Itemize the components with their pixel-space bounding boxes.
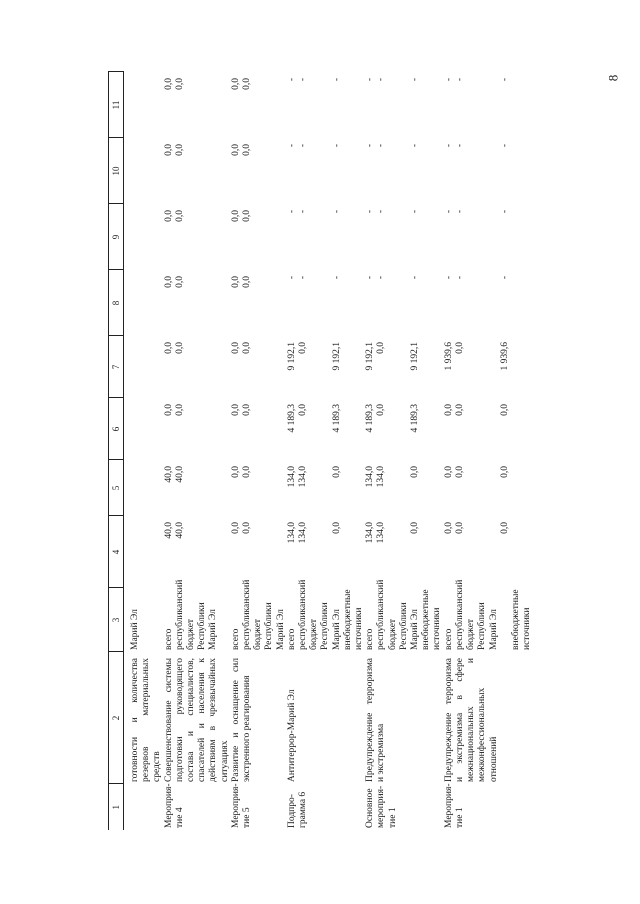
amount-value: - [410,210,421,214]
amount-value [320,404,331,458]
amount-value: - [286,144,297,148]
column-number: 2 [109,652,124,784]
amount-value [399,522,410,586]
amount-cell [287,460,365,516]
amount-cell [164,270,231,336]
amount-value: - [365,144,376,148]
activity-name-cell: Совершенствование системы подготовки руководящего состава и специалистов, спасателей и населения к действиям в чрезвычайных ситуациях [163,658,230,782]
amount-cell [231,72,287,138]
amount-value: - [376,144,387,148]
amount-value: - [376,78,387,82]
activity-name-cell: Предупреждение терроризма и экстремизма [365,658,387,782]
amount-cell [365,138,443,204]
amount-value: - [410,276,421,280]
amount-value: - [443,144,454,148]
amount-value: - [454,276,465,280]
amount-value: - [499,210,510,214]
amount-value [309,404,320,458]
activity-name-cell: Развитие и оснащение сил экстренного реагирования [230,658,253,782]
amount-value: 9 192,1 [331,342,342,371]
amount-cell [164,138,231,204]
amount-value: 0,0 [376,342,387,354]
amount-value: 0,0 [174,404,185,416]
amount-value: 0,0 [163,404,174,416]
amount-value: 0,0 [499,466,510,478]
funding-source-line [500,590,511,650]
amount-cell [231,398,287,460]
amount-value [466,466,477,514]
funding-source-line: республиканский бюджет Республики Марий Эл [298,579,342,650]
amount-value: - [443,276,454,280]
amount-value: 0,0 [454,404,465,416]
funding-source-line: всего [443,628,454,650]
activity-code-cell: Мероприя-тие 4 [163,783,185,828]
amount-value: 0,0 [242,342,253,354]
amount-value: 0,0 [298,404,309,416]
amount-value: 40,0 [174,466,185,483]
funding-source-line: всего [163,628,174,650]
amount-value [399,78,410,136]
amount-value [399,144,410,202]
amount-value: 134,0 [298,466,309,488]
amount-value: 134,0 [286,466,297,488]
amount-value [309,522,320,586]
amount-value [320,78,331,136]
amount-value [388,144,399,202]
amount-value: 0,0 [163,78,174,90]
amount-cell [124,204,164,270]
amount-value: 0,0 [242,404,253,416]
amount-value [466,522,477,586]
amount-cell [444,398,534,460]
amount-value: 4 189,3 [286,404,297,433]
amount-value: 0,0 [410,466,421,478]
activity-code-cell: Мероприя-тие 5 [230,783,253,828]
amount-value: 40,0 [163,522,174,539]
amount-cell [365,336,443,398]
funding-source-line: всего [230,628,241,650]
amount-value: - [298,276,309,280]
amount-value: 4 189,3 [365,404,376,433]
amount-value: - [365,210,376,214]
table-row [164,72,231,830]
amount-value: - [410,78,421,82]
amount-value [320,210,331,268]
funding-source-cell [124,588,164,652]
amount-value [399,342,410,396]
amount-value: 0,0 [230,342,241,354]
amount-value: 0,0 [443,466,454,478]
amount-value: - [298,210,309,214]
amount-cell [444,460,534,516]
funding-source-line: внебюджетные источники [342,589,365,650]
amount-cell [287,398,365,460]
column-number: 3 [109,588,124,652]
amount-value: - [286,78,297,82]
amount-cell [444,72,534,138]
column-number: 7 [109,336,124,398]
amount-value [388,342,399,396]
funding-source-line: всего [365,628,376,650]
funding-source-cell [163,579,231,652]
amount-value: 0,0 [443,404,454,416]
amount-value [466,404,477,458]
amount-value: - [376,210,387,214]
column-number: 10 [109,138,124,204]
amount-value [320,466,331,514]
amount-cell [365,460,443,516]
amount-cell [164,204,231,270]
amount-value: 134,0 [376,522,387,544]
amount-value: 0,0 [331,466,342,478]
amount-value: 0,0 [174,210,185,222]
amount-value: 0,0 [230,522,241,534]
rotated-page-content [108,72,562,830]
amount-value: 0,0 [242,466,253,478]
amount-value [477,144,488,202]
amount-value [477,522,488,586]
amount-value: 0,0 [174,78,185,90]
amount-cell [287,336,365,398]
table-row [287,72,365,830]
amount-value: - [499,276,510,280]
amount-cell [124,460,164,516]
amount-value: - [410,144,421,148]
table-row [231,72,287,830]
amount-value: 0,0 [230,210,241,222]
amount-value: - [331,210,342,214]
amount-cell [164,336,231,398]
amount-value [388,276,399,334]
amount-value: - [454,210,465,214]
amount-value [466,276,477,334]
column-number: 11 [109,72,124,138]
amount-value: 0,0 [242,522,253,534]
amount-value [320,342,331,396]
amount-value [466,210,477,268]
table-row [444,72,534,830]
amount-value: 0,0 [163,342,174,354]
activity-code-cell: Мероприя-тие 1 [443,783,465,828]
amount-value [489,210,500,268]
column-number: 4 [109,516,124,588]
amount-value [399,210,410,268]
amount-value: - [331,276,342,280]
amount-value [309,210,320,268]
amount-value: 0,0 [499,404,510,416]
amount-cell [164,516,231,588]
amount-value [388,210,399,268]
amount-cell [124,138,164,204]
amount-value: 134,0 [286,522,297,544]
amount-value [388,466,399,514]
amount-value [477,404,488,458]
amount-cell [444,138,534,204]
amount-value [399,276,410,334]
amount-value: 0,0 [298,342,309,354]
amount-value: 0,0 [454,522,465,534]
amount-value: - [443,210,454,214]
amount-value: 1 939,6 [443,342,454,371]
amount-cell [164,460,231,516]
funding-table [108,72,533,831]
amount-value [309,342,320,396]
amount-value: - [331,144,342,148]
amount-value: - [443,78,454,82]
amount-cell [231,516,287,588]
amount-value [477,78,488,136]
activity-name-cell: Предупреждение терроризма и экстремизма в сфере межнациональных и межконфессиональных отношений [443,658,499,782]
funding-source-line: Марий Эл [130,609,140,650]
amount-value: 0,0 [499,522,510,534]
funding-source-cell [286,579,365,652]
amount-value: 0,0 [230,404,241,416]
funding-source-cell [230,579,287,652]
amount-value: 0,0 [163,210,174,222]
funding-source-line: всего [286,628,297,650]
amount-value: - [454,144,465,148]
amount-value: - [499,144,510,148]
amount-value [477,466,488,514]
amount-value: 0,0 [163,276,174,288]
amount-value: 40,0 [163,466,174,483]
amount-value: 0,0 [454,342,465,354]
amount-value: 9 192,1 [286,342,297,371]
amount-cell [164,72,231,138]
column-number: 8 [109,270,124,336]
amount-value: 134,0 [298,522,309,544]
amount-value: 0,0 [454,466,465,478]
amount-value: - [376,276,387,280]
amount-value: 0,0 [230,466,241,478]
amount-value [388,522,399,586]
amount-value [466,144,477,202]
amount-value: 0,0 [331,522,342,534]
amount-cell [124,336,164,398]
amount-value [309,276,320,334]
amount-cell [444,204,534,270]
column-number-row [109,72,124,830]
amount-cell [231,204,287,270]
amount-value: - [365,78,376,82]
column-number: 1 [109,784,124,830]
amount-value: 0,0 [376,404,387,416]
activity-code-cell: Основное мероприя-тие 1 [365,785,398,828]
amount-value: 0,0 [163,144,174,156]
amount-value: 0,0 [410,522,421,534]
amount-value [399,404,410,458]
amount-value: 0,0 [242,210,253,222]
activity-code-cell [124,784,164,830]
table-row [124,72,164,830]
amount-value [489,78,500,136]
amount-cell [287,72,365,138]
amount-value: 0,0 [174,276,185,288]
activity-code-cell: Подпро-грамма 6 [286,791,309,828]
amount-value: 1 939,6 [499,342,510,371]
amount-cell [164,398,231,460]
amount-value [466,342,477,396]
table-row [365,72,443,830]
amount-value [489,342,500,396]
amount-cell [365,204,443,270]
amount-value: 0,0 [174,144,185,156]
amount-value: 0,0 [174,342,185,354]
amount-value: - [331,78,342,82]
amount-value: - [365,276,376,280]
amount-value: - [298,144,309,148]
amount-value: - [454,78,465,82]
amount-cell [231,460,287,516]
amount-cell [231,270,287,336]
amount-cell [124,72,164,138]
funding-source-line: республиканский бюджет Республики Марий Эл [174,579,219,650]
activity-name-cell: Антитеррор-Марий Эл [286,689,297,782]
amount-value: 134,0 [365,522,376,544]
amount-value: 0,0 [230,276,241,288]
amount-value [489,522,500,586]
amount-value [477,342,488,396]
amount-cell [365,516,443,588]
amount-value [477,210,488,268]
amount-value [388,404,399,458]
amount-cell [287,204,365,270]
amount-cell [124,516,164,588]
amount-value [466,78,477,136]
amount-value: 9 192,1 [365,342,376,371]
amount-value: 0,0 [230,78,241,90]
amount-value: 0,0 [230,144,241,156]
funding-source-line: республиканский бюджет Республики Марий Эл [376,579,421,650]
amount-value [477,276,488,334]
amount-value: - [286,276,297,280]
amount-value: 9 192,1 [410,342,421,371]
amount-cell [124,270,164,336]
amount-value: 40,0 [174,522,185,539]
amount-value [309,466,320,514]
amount-cell [444,270,534,336]
column-number: 5 [109,460,124,516]
amount-cell [287,270,365,336]
amount-cell [444,516,534,588]
amount-cell [365,72,443,138]
amount-value: 134,0 [365,466,376,488]
amount-value [320,144,331,202]
funding-source-cell [443,579,534,652]
page-number: 8 [604,74,620,82]
amount-value [489,276,500,334]
funding-source-line: внебюджетные источники [510,589,533,650]
amount-value [489,466,500,514]
amount-value [399,466,410,514]
funding-source-line: внебюджетные источники [421,589,443,650]
amount-value [388,78,399,136]
column-number: 6 [109,398,124,460]
amount-value [309,78,320,136]
amount-value: 4 189,3 [410,404,421,433]
amount-value: 0,0 [242,144,253,156]
funding-source-line: республиканский бюджет Республики Марий Эл [454,579,499,650]
amount-cell [287,516,365,588]
amount-cell [444,336,534,398]
amount-value [489,404,500,458]
amount-value [320,522,331,586]
amount-cell [231,138,287,204]
funding-source-line: республиканский бюджет Республики Марий Эл [242,579,286,650]
amount-value: - [286,210,297,214]
amount-value: 0,0 [242,276,253,288]
amount-cell [124,398,164,460]
amount-value: - [298,78,309,82]
amount-value: 134,0 [376,466,387,488]
amount-cell [287,138,365,204]
amount-cell [365,398,443,460]
amount-value: 4 189,3 [331,404,342,433]
amount-value: 0,0 [443,522,454,534]
amount-value [309,144,320,202]
amount-value [489,144,500,202]
amount-cell [365,270,443,336]
column-number: 9 [109,204,124,270]
amount-value [320,276,331,334]
amount-value: 0,0 [242,78,253,90]
funding-source-cell [365,579,443,652]
amount-cell [231,336,287,398]
amount-value: - [499,78,510,82]
activity-name-cell: готовности и количества резервов материальных средств [130,658,163,782]
